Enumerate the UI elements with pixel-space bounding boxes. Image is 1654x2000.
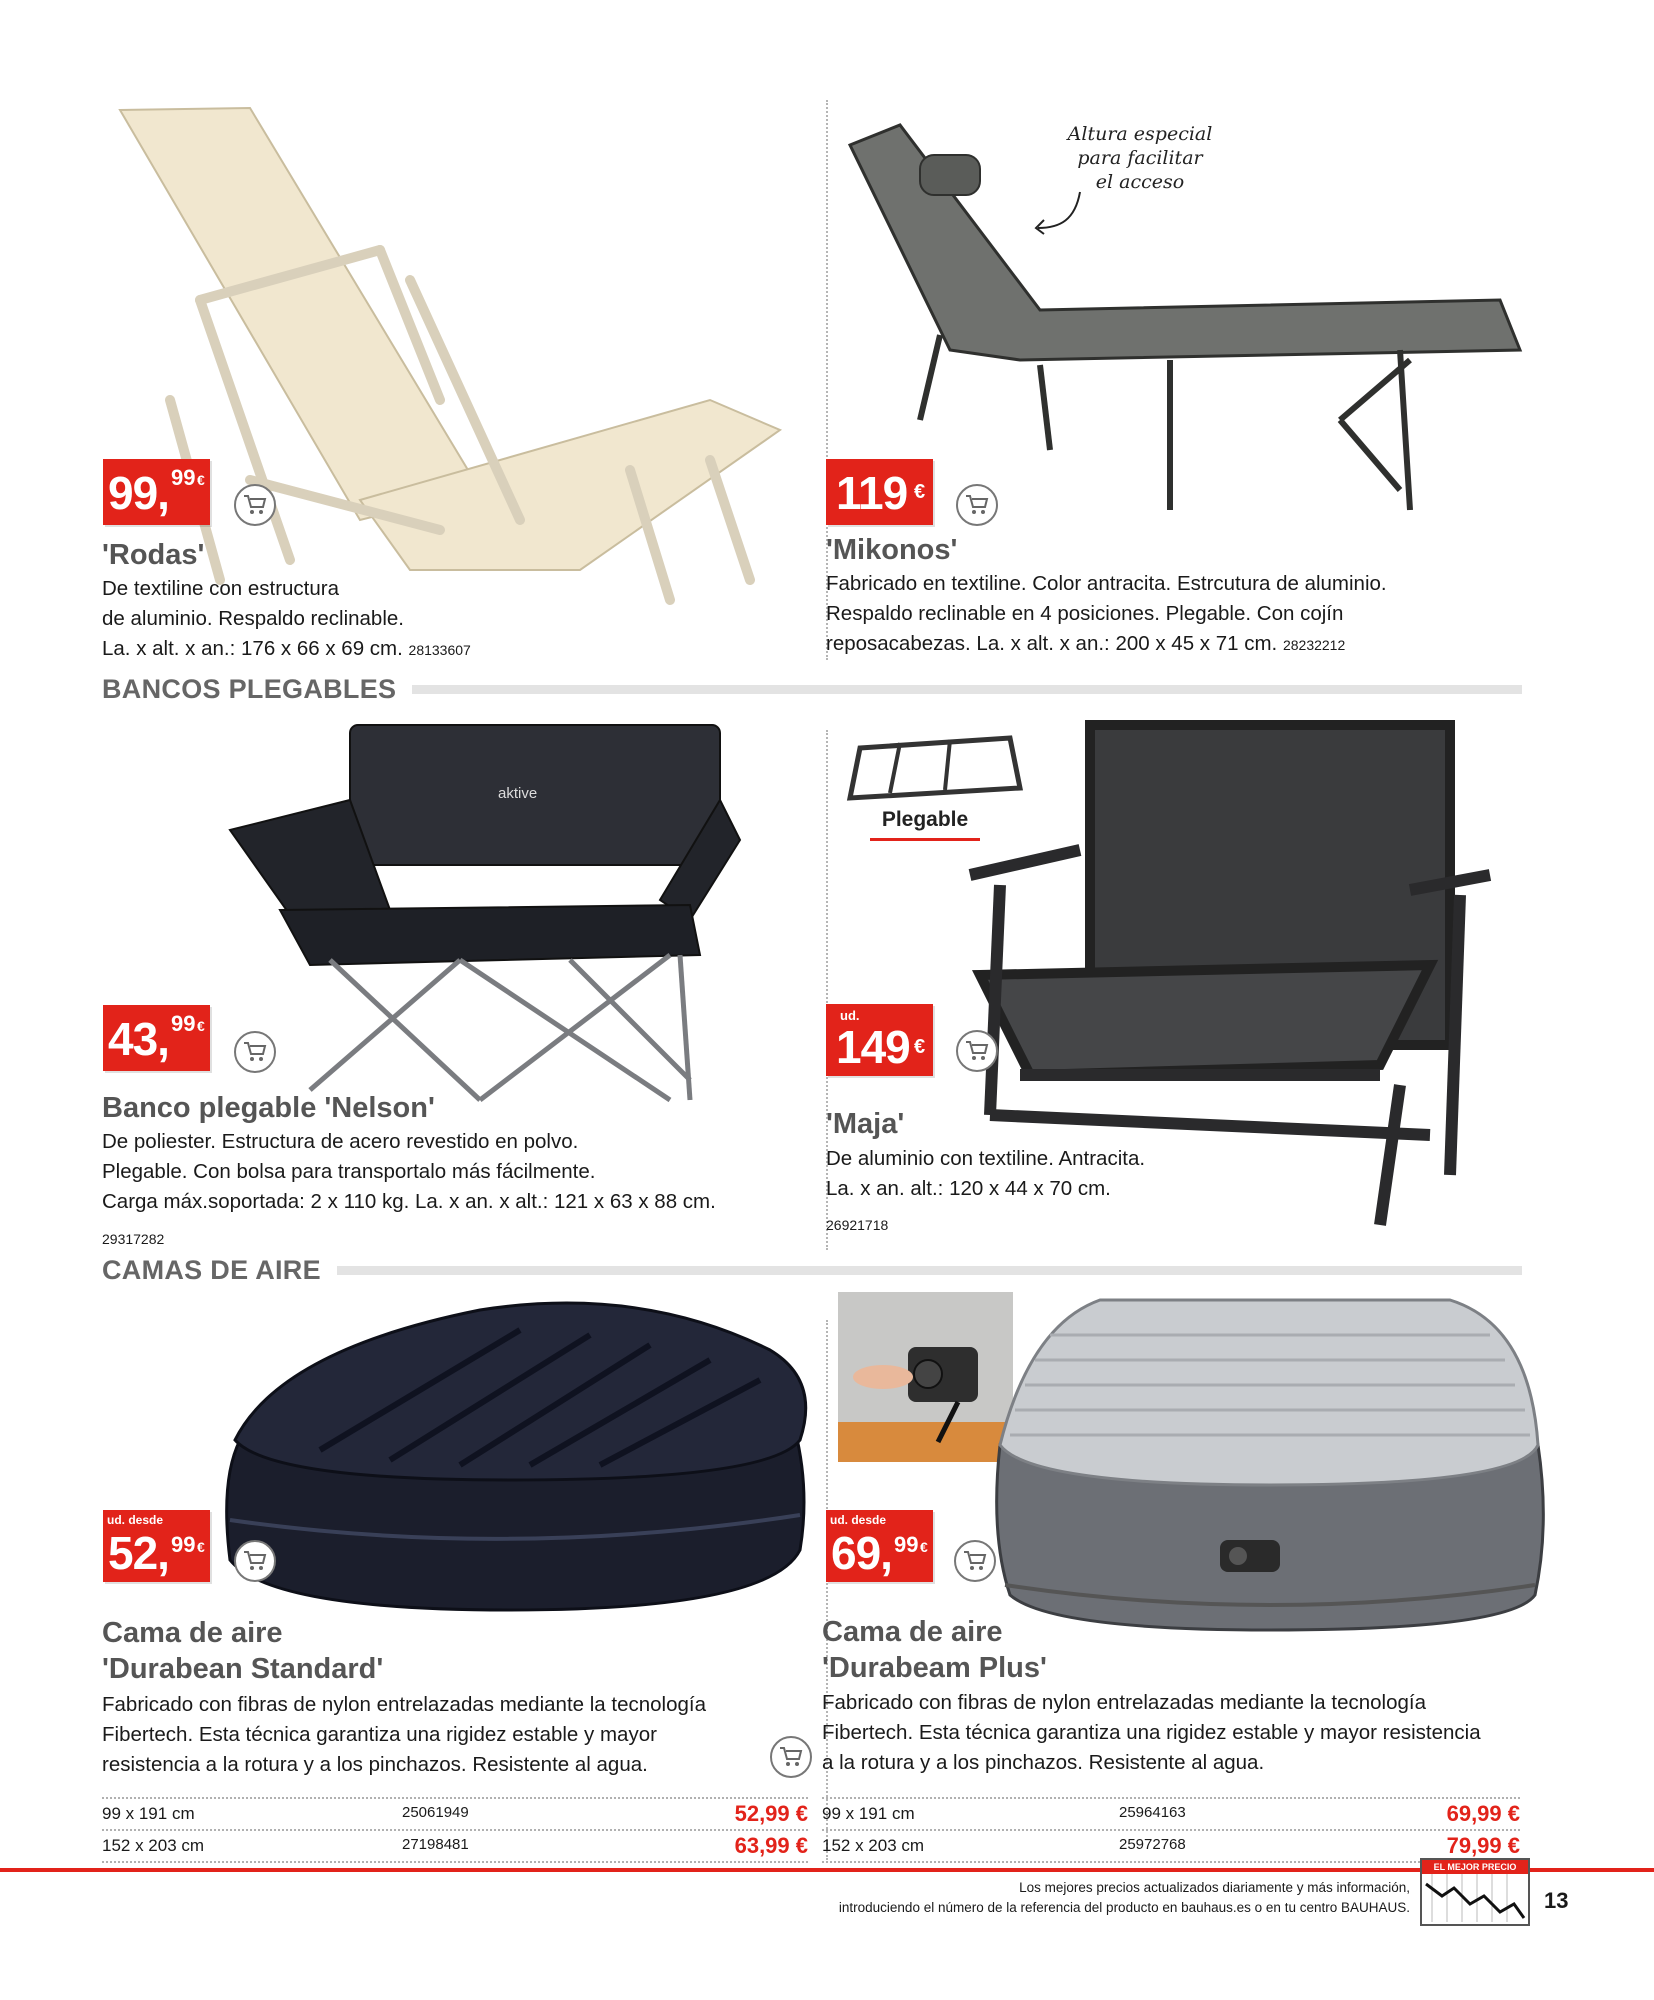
price-tag-durabeam bbox=[826, 1510, 933, 1582]
section-rule bbox=[337, 1266, 1522, 1275]
table-cell-size: 99 x 191 cm bbox=[102, 1804, 195, 1823]
table-row bbox=[102, 1829, 808, 1863]
lounger-image bbox=[110, 100, 810, 620]
table-cell-price: 63,99 € bbox=[734, 1833, 808, 1858]
cart-button-rodas[interactable] bbox=[234, 484, 276, 526]
table-cell-price: 52,99 € bbox=[734, 1801, 808, 1826]
product-name-nelson: Banco plegable 'Nelson' bbox=[102, 1092, 435, 1124]
product-desc-maja: De aluminio con textiline. Antracita. La. x an. alt.: 120 x 44 x 70 cm. bbox=[826, 1147, 1146, 1200]
page-number: 13 bbox=[1544, 1888, 1569, 1913]
cart-icon bbox=[243, 494, 267, 516]
product-ref-maja: 26921718 bbox=[826, 1217, 889, 1233]
table-cell-price: 79,99 € bbox=[1446, 1833, 1520, 1858]
product-desc-nelson: De poliester. Estructura de acero revestido en polvo. Plegable. Con bolsa para transportalo más fácilmente. Carga máx.soportada: 2 x 110 kg. La. x an. x alt.: 121 x 63 x 88 cm. bbox=[102, 1130, 716, 1213]
annotation-text: Altura especial para facilitar el acceso bbox=[1067, 123, 1213, 193]
cart-button-nelson[interactable] bbox=[234, 1031, 276, 1073]
cart-icon bbox=[965, 1040, 989, 1062]
cart-button-durabean-table[interactable] bbox=[770, 1736, 812, 1778]
price-int: 69, bbox=[831, 1527, 892, 1579]
unit-label: ud. bbox=[840, 1008, 860, 1023]
cart-icon bbox=[243, 1041, 267, 1063]
price-currency: € bbox=[197, 1018, 205, 1034]
unit-label: ud. desde bbox=[107, 1513, 164, 1527]
price-int: 43, bbox=[108, 1013, 169, 1065]
cart-button-durabean[interactable] bbox=[234, 1540, 276, 1582]
cart-icon bbox=[965, 494, 989, 516]
price-tag-rodas bbox=[103, 459, 210, 525]
cart-icon bbox=[243, 1550, 267, 1572]
price-int: 149 bbox=[836, 1021, 910, 1073]
price-int: 119 bbox=[836, 467, 908, 519]
cart-button-mikonos[interactable] bbox=[956, 484, 998, 526]
product-name-rodas: 'Rodas' bbox=[102, 539, 205, 571]
price-trend-icon bbox=[1422, 1874, 1528, 1922]
table-cell-price: 69,99 € bbox=[1446, 1801, 1520, 1826]
price-table-durabean bbox=[102, 1797, 808, 1863]
table-cell-size: 99 x 191 cm bbox=[822, 1804, 915, 1823]
price-currency: € bbox=[914, 1036, 926, 1058]
section-heading-bancos: BANCOS PLEGABLES bbox=[102, 671, 1522, 707]
product-desc-durabean: Fabricado con fibras de nylon entrelazadas mediante la tecnología Fibertech. Esta técnica garantiza una rigidez estable y mayor resistencia a la rotura y a los pinchazos. Resistente al agua. bbox=[102, 1693, 706, 1776]
section-rule bbox=[412, 685, 1522, 694]
table-row bbox=[822, 1829, 1520, 1863]
price-currency: € bbox=[197, 1539, 205, 1555]
product-ref: 28232212 bbox=[1282, 637, 1346, 653]
brand-label: aktive bbox=[498, 785, 538, 802]
column-divider bbox=[826, 1320, 828, 1860]
table-cell-ref: 27198481 bbox=[402, 1836, 469, 1853]
product-ref: 28133607 bbox=[408, 642, 471, 658]
cart-button-maja[interactable] bbox=[956, 1030, 998, 1072]
air-bed-black-image bbox=[210, 1290, 810, 1620]
table-cell-ref: 25061949 bbox=[402, 1804, 469, 1821]
cart-button-durabeam[interactable] bbox=[954, 1540, 996, 1582]
price-cents: 99 bbox=[171, 1532, 196, 1557]
pump-detail-image bbox=[838, 1292, 1013, 1462]
footer-text: Los mejores precios actualizados diariamente y más información, introduciendo el número de la referencia del producto en bauhaus.es o en tu centro BAUHAUS. bbox=[838, 1880, 1410, 1915]
best-price-badge bbox=[1420, 1858, 1530, 1926]
price-table-durabeam bbox=[822, 1797, 1520, 1863]
air-bed-grey-image bbox=[990, 1295, 1550, 1635]
price-cents: 99 bbox=[894, 1532, 919, 1557]
folding-bench-image bbox=[220, 720, 750, 1120]
table-cell-size: 152 x 203 cm bbox=[102, 1836, 205, 1855]
product-desc-rodas: De textiline con estructura de aluminio. Respaldo reclinable. La. x alt. x an.: 176 x 66 x 69 cm. 28133607 bbox=[102, 577, 471, 660]
product-name-durabeam: Cama de aire 'Durabeam Plus' bbox=[822, 1616, 1047, 1684]
product-ref-nelson: 29317282 bbox=[102, 1231, 165, 1247]
price-currency: € bbox=[197, 472, 205, 488]
product-desc-durabeam: Fabricado con fibras de nylon entrelazadas mediante la tecnología Fibertech. Esta técnica garantiza una rigidez estable y mayor resistencia a la rotura y a los pinchazos. Resistente al agua. bbox=[822, 1691, 1481, 1774]
product-name-durabean: Cama de aire 'Durabean Standard' bbox=[102, 1617, 384, 1685]
price-cents: 99 bbox=[171, 1011, 196, 1036]
table-cell-ref: 25964163 bbox=[1119, 1804, 1186, 1821]
table-cell-size: 152 x 203 cm bbox=[822, 1836, 925, 1855]
price-int: 99, bbox=[108, 467, 169, 519]
table-row bbox=[102, 1797, 808, 1829]
section-heading-camas: CAMAS DE AIRE bbox=[102, 1252, 1522, 1288]
price-tag-durabean bbox=[103, 1510, 210, 1582]
table-row bbox=[822, 1797, 1520, 1829]
price-currency: € bbox=[920, 1539, 928, 1555]
product-desc-mikonos: Fabricado en textiline. Color antracita. Estrcutura de aluminio. Respaldo reclinable en 4 posiciones. Plegable. Con cojín reposacabezas. La. x alt. x an.: 200 x 45 x 71 cm. 28232212 bbox=[826, 572, 1387, 655]
arrow-icon bbox=[1030, 190, 1090, 240]
product-name-mikonos: 'Mikonos' bbox=[826, 534, 958, 566]
price-currency: € bbox=[914, 481, 926, 503]
price-int: 52, bbox=[108, 1527, 169, 1579]
cart-icon bbox=[963, 1550, 987, 1572]
table-cell-ref: 25972768 bbox=[1119, 1836, 1186, 1853]
price-tag-nelson bbox=[103, 1005, 210, 1071]
price-cents: 99 bbox=[171, 465, 196, 490]
unit-label: ud. desde bbox=[830, 1513, 887, 1527]
badge-label: EL MEJOR PRECIO bbox=[1422, 1860, 1528, 1874]
price-tag-maja bbox=[826, 1004, 933, 1076]
folding-label: Plegable bbox=[870, 808, 980, 841]
cart-icon bbox=[779, 1746, 803, 1768]
footer-rule bbox=[0, 1868, 1654, 1872]
product-name-maja: 'Maja' bbox=[826, 1108, 905, 1140]
price-tag-mikonos bbox=[826, 459, 933, 525]
